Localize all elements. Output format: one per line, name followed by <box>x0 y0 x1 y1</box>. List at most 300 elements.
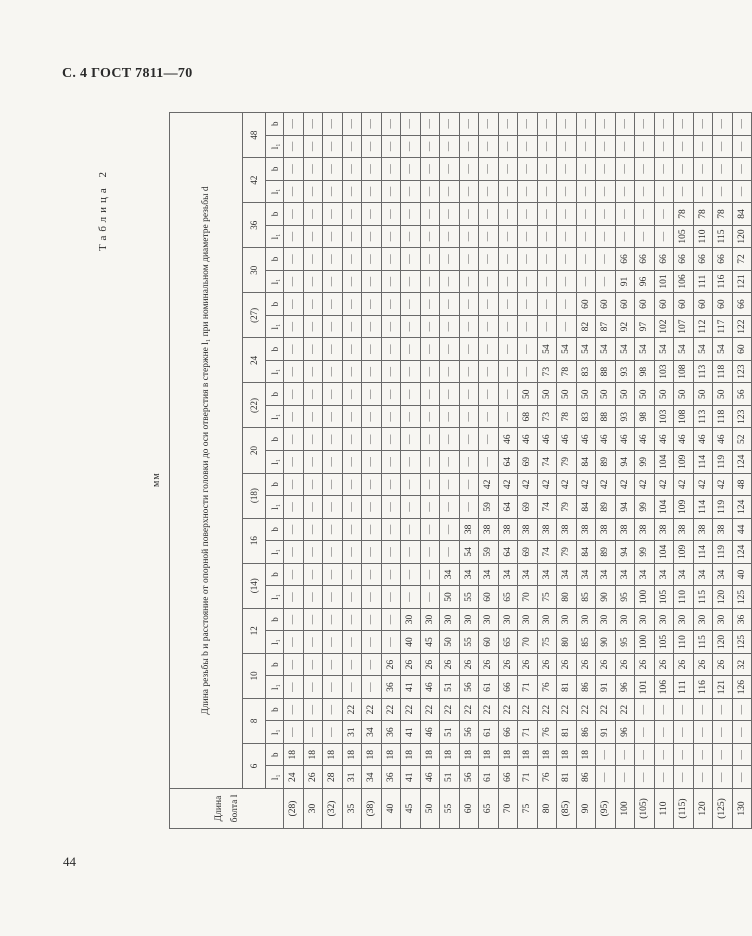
b-value-cell: 34 <box>596 563 616 586</box>
b-value-cell: — <box>615 743 635 766</box>
l1-value-cell: 70 <box>518 631 538 654</box>
l1-value-cell: — <box>420 405 440 428</box>
b-value-cell: 50 <box>693 383 713 406</box>
b-value-cell: — <box>596 203 616 226</box>
b-value-cell: — <box>635 113 655 136</box>
l1-value-cell: 83 <box>576 405 596 428</box>
l1-value-cell: 60 <box>479 586 499 609</box>
l1-value-cell: — <box>440 451 460 474</box>
b-value-cell: 30 <box>654 608 674 631</box>
l1-value-cell: 59 <box>479 541 499 564</box>
bolt-length-cell: 70 <box>498 789 518 829</box>
l1-value-cell: 74 <box>537 496 557 519</box>
b-value-cell: — <box>420 563 440 586</box>
b-value-cell: — <box>420 293 440 316</box>
l1-value-cell: — <box>674 766 694 789</box>
b-value-cell: — <box>401 203 421 226</box>
b-value-cell: 26 <box>498 653 518 676</box>
l1-value-cell: — <box>557 135 577 158</box>
b-value-cell: 18 <box>362 743 382 766</box>
l1-value-cell: 107 <box>674 315 694 338</box>
b-value-cell: 66 <box>674 248 694 271</box>
b-value-cell: — <box>713 743 733 766</box>
l1-value-cell: — <box>323 315 343 338</box>
b-value-cell: 34 <box>713 563 733 586</box>
b-value-cell: 18 <box>440 743 460 766</box>
l1-value-cell: — <box>284 676 304 699</box>
diameter-header: 20 <box>243 428 266 473</box>
b-value-cell: 26 <box>518 653 538 676</box>
l1-value-cell: 98 <box>635 405 655 428</box>
l1-value-cell: 104 <box>654 496 674 519</box>
b-value-cell: 38 <box>576 518 596 541</box>
b-value-cell: — <box>401 293 421 316</box>
b-value-cell: — <box>362 203 382 226</box>
l1-value-cell: — <box>459 451 479 474</box>
b-value-cell: — <box>440 473 460 496</box>
l1-value-cell: — <box>401 270 421 293</box>
l1-value-cell: 71 <box>518 766 538 789</box>
l1-value-cell: 88 <box>596 405 616 428</box>
l1-value-cell: 81 <box>557 721 577 744</box>
b-value-cell: — <box>498 248 518 271</box>
b-value-cell: — <box>284 338 304 361</box>
l1-value-cell: 84 <box>576 541 596 564</box>
l1-value-cell: — <box>342 135 362 158</box>
b-value-cell: 34 <box>537 563 557 586</box>
l1-value-cell: 109 <box>674 496 694 519</box>
l1-value-cell: — <box>498 225 518 248</box>
l1-value-cell: 85 <box>576 586 596 609</box>
b-value-cell: — <box>303 158 323 181</box>
b-value-cell: 18 <box>303 743 323 766</box>
l1-value-cell: 105 <box>654 586 674 609</box>
l1-value-cell: — <box>323 135 343 158</box>
b-value-cell: 18 <box>518 743 538 766</box>
l1-value-cell: 46 <box>420 676 440 699</box>
b-value-cell: 34 <box>615 563 635 586</box>
l1-value-cell: — <box>381 180 401 203</box>
bolt-length-cell: 50 <box>420 789 440 829</box>
l1-value-cell: — <box>674 721 694 744</box>
l1-value-cell: — <box>362 360 382 383</box>
l1-value-cell: 66 <box>498 766 518 789</box>
bolt-length-cell: 65 <box>479 789 499 829</box>
b-value-cell: — <box>440 518 460 541</box>
bolt-length-cell: (28) <box>284 789 304 829</box>
l1-value-cell: 100 <box>635 586 655 609</box>
l1-value-cell: 118 <box>713 405 733 428</box>
diameter-header: 42 <box>243 158 266 203</box>
b-value-cell: 18 <box>342 743 362 766</box>
l1-value-cell: — <box>537 270 557 293</box>
b-value-cell: — <box>635 743 655 766</box>
b-value-cell: 38 <box>635 518 655 541</box>
l1-value-cell: 91 <box>615 270 635 293</box>
l1-value-cell: 56 <box>459 766 479 789</box>
bolt-length-cell: 130 <box>732 789 752 829</box>
b-value-cell: — <box>440 428 460 451</box>
thread-length-table <box>169 112 752 829</box>
table-row <box>615 113 635 829</box>
table-rotation-frame <box>87 112 747 829</box>
l1-value-cell: — <box>654 766 674 789</box>
b-value-cell: — <box>557 248 577 271</box>
b-value-cell: 46 <box>615 428 635 451</box>
l1-value-cell: 96 <box>635 270 655 293</box>
b-value-cell: — <box>479 383 499 406</box>
b-value-cell: — <box>342 248 362 271</box>
diameter-header: (22) <box>243 383 266 428</box>
diameter-header: 12 <box>243 608 266 653</box>
l1-value-cell: — <box>615 225 635 248</box>
b-value-cell: 34 <box>693 563 713 586</box>
b-value-cell: — <box>362 428 382 451</box>
b-value-cell: 44 <box>732 518 752 541</box>
b-value-cell: — <box>284 698 304 721</box>
l1-value-cell: — <box>596 180 616 203</box>
b-value-cell: 40 <box>732 563 752 586</box>
l1-value-cell: 36 <box>381 766 401 789</box>
table-row <box>479 113 499 829</box>
l1-value-cell: — <box>557 270 577 293</box>
b-value-cell: — <box>635 158 655 181</box>
b-value-cell: 18 <box>284 743 304 766</box>
b-value-cell: 42 <box>596 473 616 496</box>
l1-value-cell: — <box>518 225 538 248</box>
subheader-b: b <box>266 608 284 631</box>
l1-value-cell: — <box>381 360 401 383</box>
b-value-cell: 26 <box>381 653 401 676</box>
l1-value-cell: 71 <box>518 721 538 744</box>
l1-value-cell: 34 <box>362 721 382 744</box>
l1-value-cell: 116 <box>713 270 733 293</box>
b-value-cell: — <box>342 563 362 586</box>
l1-value-cell: 99 <box>635 496 655 519</box>
diameter-header: (14) <box>243 563 266 608</box>
l1-value-cell: — <box>323 225 343 248</box>
l1-value-cell: — <box>401 405 421 428</box>
subheader-l1: l₁ <box>266 451 284 474</box>
b-value-cell: 36 <box>732 608 752 631</box>
b-value-cell: — <box>537 158 557 181</box>
b-value-cell: 26 <box>654 653 674 676</box>
l1-value-cell: 88 <box>596 360 616 383</box>
b-value-cell: — <box>674 158 694 181</box>
b-value-cell: 18 <box>381 743 401 766</box>
b-value-cell: — <box>518 293 538 316</box>
b-value-cell: 26 <box>615 653 635 676</box>
l1-value-cell: — <box>440 135 460 158</box>
l1-value-cell: 110 <box>674 631 694 654</box>
b-value-cell: — <box>596 158 616 181</box>
l1-value-cell: 36 <box>381 721 401 744</box>
b-value-cell: 42 <box>518 473 538 496</box>
l1-value-cell: — <box>498 270 518 293</box>
l1-value-cell: — <box>420 360 440 383</box>
b-value-cell: — <box>323 338 343 361</box>
l1-value-cell: 40 <box>401 631 421 654</box>
l1-value-cell: — <box>381 225 401 248</box>
b-value-cell: 22 <box>557 698 577 721</box>
table-row <box>459 113 479 829</box>
l1-value-cell: 111 <box>693 270 713 293</box>
b-value-cell: — <box>518 203 538 226</box>
l1-value-cell: 75 <box>537 586 557 609</box>
l1-value-cell: — <box>342 225 362 248</box>
l1-value-cell: 114 <box>693 496 713 519</box>
b-value-cell: — <box>362 383 382 406</box>
bolt-length-cell: (95) <box>596 789 616 829</box>
l1-value-cell: — <box>518 315 538 338</box>
b-value-cell: — <box>323 203 343 226</box>
b-value-cell: 34 <box>498 563 518 586</box>
b-value-cell: 54 <box>596 338 616 361</box>
l1-value-cell: 84 <box>576 451 596 474</box>
l1-value-cell: 79 <box>557 451 577 474</box>
b-value-cell: 38 <box>713 518 733 541</box>
l1-value-cell: 69 <box>518 451 538 474</box>
b-value-cell: — <box>557 203 577 226</box>
l1-value-cell: 64 <box>498 451 518 474</box>
l1-value-cell: 76 <box>537 676 557 699</box>
b-value-cell: — <box>362 563 382 586</box>
l1-value-cell: 105 <box>654 631 674 654</box>
b-value-cell: — <box>498 293 518 316</box>
b-value-cell: — <box>401 338 421 361</box>
l1-value-cell: — <box>420 541 440 564</box>
l1-value-cell: — <box>537 225 557 248</box>
l1-value-cell: 104 <box>654 451 674 474</box>
l1-value-cell: 76 <box>537 721 557 744</box>
l1-value-cell: 75 <box>537 631 557 654</box>
b-value-cell: 42 <box>654 473 674 496</box>
l1-value-cell: — <box>479 225 499 248</box>
b-value-cell: 42 <box>615 473 635 496</box>
b-value-cell: — <box>459 158 479 181</box>
b-value-cell: — <box>596 743 616 766</box>
b-value-cell: 42 <box>674 473 694 496</box>
table-row <box>693 113 713 829</box>
subheader-b: b <box>266 293 284 316</box>
l1-value-cell: — <box>596 270 616 293</box>
l1-value-cell: 86 <box>576 676 596 699</box>
b-value-cell: 30 <box>596 608 616 631</box>
l1-value-cell: — <box>713 180 733 203</box>
bolt-length-cell: (32) <box>323 789 343 829</box>
l1-value-cell: 51 <box>440 721 460 744</box>
l1-value-cell: — <box>479 451 499 474</box>
b-value-cell: 30 <box>635 608 655 631</box>
b-value-cell: 18 <box>537 743 557 766</box>
l1-value-cell: — <box>635 180 655 203</box>
l1-value-cell: — <box>732 180 752 203</box>
bolt-length-cell: 45 <box>401 789 421 829</box>
l1-value-cell: 110 <box>693 225 713 248</box>
b-value-cell: 30 <box>537 608 557 631</box>
l1-value-cell: — <box>362 405 382 428</box>
l1-value-cell: — <box>557 315 577 338</box>
l1-value-cell: — <box>479 180 499 203</box>
l1-value-cell: — <box>479 270 499 293</box>
b-value-cell: 34 <box>459 563 479 586</box>
l1-value-cell: 106 <box>674 270 694 293</box>
l1-value-cell: 116 <box>693 676 713 699</box>
b-value-cell: — <box>654 743 674 766</box>
l1-value-cell: 99 <box>635 541 655 564</box>
subheader-b: b <box>266 428 284 451</box>
l1-value-cell: — <box>381 451 401 474</box>
b-value-cell: — <box>342 203 362 226</box>
b-value-cell: — <box>674 743 694 766</box>
b-value-cell: — <box>537 248 557 271</box>
l1-value-cell: 82 <box>576 315 596 338</box>
b-value-cell: — <box>459 293 479 316</box>
b-value-cell: — <box>342 338 362 361</box>
l1-value-cell: — <box>557 180 577 203</box>
b-value-cell: — <box>303 383 323 406</box>
b-value-cell: 60 <box>654 293 674 316</box>
b-value-cell: — <box>362 113 382 136</box>
b-value-cell: — <box>596 113 616 136</box>
b-value-cell: 50 <box>654 383 674 406</box>
l1-value-cell: 54 <box>459 541 479 564</box>
b-value-cell: 22 <box>420 698 440 721</box>
l1-value-cell: — <box>401 360 421 383</box>
b-value-cell: 78 <box>674 203 694 226</box>
table-row <box>362 113 382 829</box>
b-value-cell: — <box>498 383 518 406</box>
b-value-cell: — <box>440 248 460 271</box>
l1-value-cell: — <box>342 586 362 609</box>
l1-value-cell: — <box>381 586 401 609</box>
b-value-cell: — <box>323 653 343 676</box>
l1-value-cell: — <box>303 541 323 564</box>
l1-value-cell: — <box>284 360 304 383</box>
b-value-cell: 38 <box>518 518 538 541</box>
b-value-cell: 30 <box>479 608 499 631</box>
b-value-cell: — <box>693 743 713 766</box>
b-value-cell: 42 <box>537 473 557 496</box>
l1-value-cell: 74 <box>537 541 557 564</box>
b-value-cell: 38 <box>498 518 518 541</box>
l1-value-cell: — <box>440 405 460 428</box>
l1-value-cell: 115 <box>713 225 733 248</box>
l1-value-cell: 108 <box>674 360 694 383</box>
b-value-cell: — <box>713 158 733 181</box>
l1-value-cell: — <box>362 496 382 519</box>
l1-value-cell: 28 <box>323 766 343 789</box>
b-value-cell: — <box>674 698 694 721</box>
l1-value-cell: — <box>284 315 304 338</box>
bolt-length-cell: (125) <box>713 789 733 829</box>
l1-value-cell: 79 <box>557 541 577 564</box>
l1-value-cell: 26 <box>303 766 323 789</box>
l1-value-cell: 103 <box>654 405 674 428</box>
b-value-cell: 26 <box>674 653 694 676</box>
l1-value-cell: 55 <box>459 631 479 654</box>
l1-value-cell: 94 <box>615 451 635 474</box>
b-value-cell: 50 <box>713 383 733 406</box>
bolt-length-cell: 30 <box>303 789 323 829</box>
l1-value-cell: 41 <box>401 676 421 699</box>
b-value-cell: — <box>323 518 343 541</box>
l1-value-cell: 125 <box>732 586 752 609</box>
table-row <box>518 113 538 829</box>
l1-value-cell: — <box>401 225 421 248</box>
b-value-cell: 60 <box>693 293 713 316</box>
l1-value-cell: — <box>518 135 538 158</box>
l1-value-cell: 122 <box>732 315 752 338</box>
b-value-cell: 66 <box>693 248 713 271</box>
l1-value-cell: 108 <box>674 405 694 428</box>
b-value-cell: 66 <box>615 248 635 271</box>
table-caption: Таблица 2 <box>97 167 109 251</box>
l1-value-cell: — <box>342 180 362 203</box>
l1-value-cell: — <box>635 135 655 158</box>
l1-value-cell: — <box>342 631 362 654</box>
l1-value-cell: — <box>654 721 674 744</box>
subheader-b: b <box>266 158 284 181</box>
l1-value-cell: — <box>401 315 421 338</box>
b-value-cell: 34 <box>479 563 499 586</box>
l1-value-cell: — <box>284 180 304 203</box>
l1-value-cell: 64 <box>498 541 518 564</box>
l1-value-cell: 120 <box>713 631 733 654</box>
l1-value-cell: 79 <box>557 496 577 519</box>
l1-value-cell: — <box>713 766 733 789</box>
b-value-cell: 22 <box>615 698 635 721</box>
b-value-cell: — <box>459 203 479 226</box>
l1-value-cell: — <box>693 180 713 203</box>
l1-value-cell: — <box>284 631 304 654</box>
l1-value-cell: — <box>615 180 635 203</box>
b-value-cell: 38 <box>557 518 577 541</box>
b-value-cell: — <box>381 428 401 451</box>
b-value-cell: 18 <box>323 743 343 766</box>
l1-value-cell: 81 <box>557 676 577 699</box>
b-value-cell: — <box>401 383 421 406</box>
bolt-length-cell: (115) <box>674 789 694 829</box>
b-value-cell: — <box>381 203 401 226</box>
l1-value-cell: 36 <box>381 676 401 699</box>
subheader-l1: l₁ <box>266 180 284 203</box>
b-value-cell: — <box>459 473 479 496</box>
l1-value-cell: — <box>459 225 479 248</box>
b-value-cell: — <box>362 653 382 676</box>
bolt-length-cell: 55 <box>440 789 460 829</box>
l1-value-cell: — <box>596 135 616 158</box>
diameter-header: 8 <box>243 698 266 743</box>
bolt-length-cell: (85) <box>557 789 577 829</box>
subheader-b: b <box>266 338 284 361</box>
l1-value-cell: 61 <box>479 676 499 699</box>
b-value-cell: — <box>537 203 557 226</box>
l1-value-cell: — <box>362 270 382 293</box>
b-value-cell: 60 <box>635 293 655 316</box>
l1-value-cell: — <box>420 270 440 293</box>
b-value-cell: 38 <box>654 518 674 541</box>
subheader-b: b <box>266 113 284 136</box>
b-value-cell: — <box>303 653 323 676</box>
l1-value-cell: — <box>518 180 538 203</box>
l1-value-cell: — <box>576 180 596 203</box>
b-value-cell: 54 <box>635 338 655 361</box>
l1-value-cell: — <box>635 721 655 744</box>
l1-value-cell: — <box>303 180 323 203</box>
b-value-cell: 66 <box>654 248 674 271</box>
l1-value-cell: — <box>576 135 596 158</box>
